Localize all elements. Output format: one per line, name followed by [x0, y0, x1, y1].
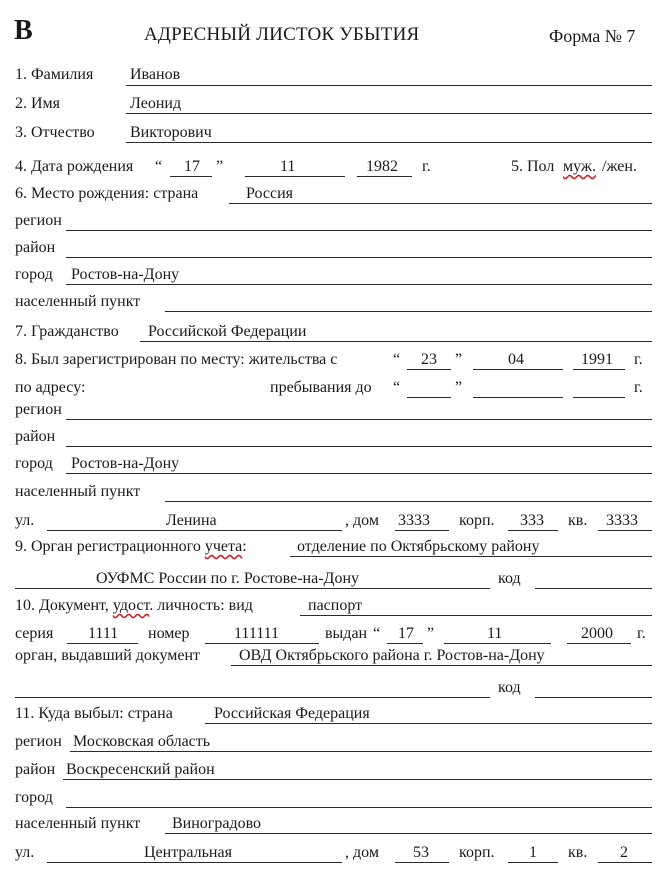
registration-quote-close: ”: [455, 351, 463, 368]
doc-number-label: номер: [148, 625, 190, 642]
dest-building-line: [508, 862, 558, 863]
dest-district-line: [63, 779, 652, 780]
dest-settlement-label: населенный пункт: [15, 815, 141, 832]
dest-street-line: [47, 862, 342, 863]
destination-label: 11. Куда выбыл: страна: [15, 705, 173, 722]
reg-apt-line: [598, 530, 652, 531]
birthplace-country-value[interactable]: Россия: [246, 185, 294, 202]
authority-code-label: код: [498, 570, 521, 587]
reg-apt-label: кв.: [568, 512, 588, 529]
birth-month-line: [245, 176, 345, 177]
dest-house-value[interactable]: 53: [413, 844, 429, 861]
reg-apt-value[interactable]: 3333: [606, 512, 638, 529]
birth-year-value[interactable]: 1982: [366, 158, 398, 175]
patronymic-value[interactable]: Викторович: [130, 124, 212, 141]
citizenship-label: 7. Гражданство: [15, 323, 119, 340]
authority-line-2: [15, 588, 490, 589]
dest-apt-label: кв.: [568, 844, 588, 861]
birth-date-quote-close: ”: [216, 158, 224, 175]
reg-from-day-line: [407, 369, 451, 370]
doc-issued-quote-open: “: [373, 625, 381, 642]
doc-series-line: [67, 643, 138, 644]
reg-district-line: [66, 446, 652, 447]
name-value[interactable]: Леонид: [130, 95, 182, 112]
reg-building-line: [508, 530, 558, 531]
document-label-start: 10. Документ,: [15, 597, 109, 614]
document-type-value[interactable]: паспорт: [308, 597, 363, 614]
reg-house-line: [395, 530, 449, 531]
reg-house-label: , дом: [345, 512, 379, 529]
doc-series-label: серия: [15, 625, 54, 642]
reg-stay-label: пребывания до: [270, 379, 372, 396]
reg-stay-year-suffix: г.: [634, 379, 643, 396]
reg-from-year-line: [573, 369, 625, 370]
doc-issuer-line-2: [15, 697, 490, 698]
dest-district-value[interactable]: Воскресенский район: [66, 761, 215, 778]
surname-label: 1. Фамилия: [15, 66, 94, 83]
reg-stay-month-line: [473, 397, 563, 398]
document-type-line: [300, 615, 652, 616]
birthplace-region-label: регион: [15, 212, 62, 229]
birthplace-city-line: [66, 284, 652, 285]
citizenship-value[interactable]: Российской Федерации: [148, 323, 307, 340]
doc-number-value[interactable]: 111111: [234, 625, 280, 642]
dest-building-value[interactable]: 1: [529, 844, 537, 861]
dest-house-line: [395, 862, 449, 863]
birth-date-quote-open: “: [155, 158, 163, 175]
reg-from-month-line: [473, 369, 563, 370]
birthplace-district-line: [66, 257, 652, 258]
document-label: [15, 597, 253, 615]
doc-issued-year-value[interactable]: 2000: [581, 625, 613, 642]
dest-street-label: ул.: [15, 844, 35, 861]
dest-street-value[interactable]: Центральная: [144, 844, 232, 861]
reg-stay-day-line: [407, 397, 451, 398]
doc-series-value[interactable]: 1111: [88, 625, 119, 642]
patronymic-line: [126, 142, 652, 143]
doc-issued-day-value[interactable]: 17: [398, 625, 414, 642]
reg-building-value[interactable]: 333: [520, 512, 544, 529]
birthplace-settlement-line: [165, 311, 652, 312]
reg-region-label: регион: [15, 401, 62, 418]
doc-issued-label: выдан: [325, 625, 368, 642]
birth-year-suffix: г.: [422, 158, 431, 175]
destination-country-value[interactable]: Российская Федерация: [214, 705, 370, 722]
doc-issued-year-line: [567, 643, 631, 644]
reg-settlement-line: [165, 501, 652, 502]
doc-issuer-value[interactable]: ОВД Октябрьского района г. Ростов-на-Дону: [239, 647, 545, 664]
reg-settlement-label: населенный пункт: [15, 483, 141, 500]
authority-label-end: :: [242, 538, 247, 555]
birth-date-label: 4. Дата рождения: [15, 158, 134, 175]
dest-region-label: регион: [15, 733, 62, 750]
reg-from-day-value[interactable]: 23: [421, 351, 437, 368]
dest-house-label: , дом: [345, 844, 379, 861]
reg-city-label: город: [15, 455, 53, 472]
reg-from-year-suffix: г.: [634, 351, 643, 368]
authority-code-line: [535, 588, 652, 589]
surname-line: [126, 85, 652, 86]
dest-apt-line: [598, 862, 652, 863]
birthplace-region-line: [66, 230, 652, 231]
reg-stay-quote-close: ”: [455, 379, 463, 396]
authority-value-2[interactable]: ОУФМС России по г. Ростове-на-Дону: [96, 570, 360, 587]
authority-line-1: [290, 556, 652, 557]
sex-value-male[interactable]: муж.: [563, 158, 596, 175]
dest-region-value[interactable]: Московская область: [73, 733, 211, 750]
reg-building-label: корп.: [459, 512, 495, 529]
reg-house-value[interactable]: 3333: [398, 512, 430, 529]
reg-from-month-value[interactable]: 04: [508, 351, 524, 368]
name-label: 2. Имя: [15, 95, 61, 112]
doc-issuer-line: [231, 665, 652, 666]
birth-day-line: [170, 176, 212, 177]
birth-year-line: [357, 176, 412, 177]
dest-building-label: корп.: [459, 844, 495, 861]
reg-stay-year-line: [573, 397, 625, 398]
authority-label-start: 9. Орган регистрационного: [15, 538, 201, 555]
doc-code-line: [535, 697, 652, 698]
birthplace-city-value[interactable]: Ростов-на-Дону: [71, 266, 180, 283]
reg-district-label: район: [15, 428, 56, 445]
doc-code-label: код: [498, 679, 521, 696]
reg-from-year-value[interactable]: 1991: [581, 351, 613, 368]
birthplace-country-line: [229, 203, 652, 204]
document-label-wavy: удост: [112, 597, 150, 614]
doc-issued-month-value[interactable]: 11: [487, 625, 503, 642]
dest-region-line: [70, 751, 652, 752]
destination-country-line: [205, 723, 652, 724]
doc-issuer-label: орган, выдавший документ: [15, 647, 201, 664]
dest-settlement-line: [165, 833, 652, 834]
sex-value-female[interactable]: /жен.: [602, 158, 637, 175]
reg-address-label: по адресу:: [15, 379, 86, 396]
dest-city-label: город: [15, 789, 53, 806]
dest-apt-value[interactable]: 2: [620, 844, 628, 861]
sex-label: 5. Пол: [511, 158, 555, 175]
authority-label-wavy: учета: [204, 538, 243, 555]
dest-settlement-value[interactable]: Виноградово: [172, 815, 262, 832]
registration-quote-open: “: [393, 351, 401, 368]
dest-city-line: [66, 807, 652, 808]
birthplace-district-label: район: [15, 239, 56, 256]
reg-city-line: [66, 473, 652, 474]
name-line: [126, 113, 652, 114]
reg-stay-quote-open: “: [393, 379, 401, 396]
form-title: АДРЕСНЫЙ ЛИСТОК УБЫТИЯ: [144, 24, 420, 45]
surname-value[interactable]: Иванов: [130, 66, 181, 83]
reg-street-line: [47, 530, 342, 531]
citizenship-line: [140, 341, 652, 342]
authority-label: [15, 538, 247, 556]
doc-issued-quote-close: ”: [427, 625, 435, 642]
authority-value-1[interactable]: отделение по Октябрьскому району: [297, 538, 540, 555]
patronymic-label: 3. Отчество: [15, 124, 95, 141]
reg-city-value[interactable]: Ростов-на-Дону: [71, 455, 180, 472]
birthplace-country-label: 6. Место рождения: страна: [15, 185, 199, 202]
form-series-letter: В: [14, 15, 33, 46]
reg-region-line: [66, 419, 652, 420]
registration-label: 8. Был зарегистрирован по месту: жительства с: [15, 351, 338, 368]
doc-issued-year-suffix: г.: [637, 625, 646, 642]
birthplace-settlement-label: населенный пункт: [15, 293, 141, 310]
doc-issued-month-line: [444, 643, 551, 644]
doc-issued-day-line: [387, 643, 423, 644]
reg-street-label: ул.: [15, 512, 35, 529]
form-number: Форма № 7: [549, 26, 636, 46]
document-label-end: . личность: вид: [149, 597, 253, 614]
doc-number-line: [205, 643, 319, 644]
reg-street-value[interactable]: Ленина: [166, 512, 217, 529]
birthplace-city-label: город: [15, 266, 53, 283]
birth-month-value[interactable]: 11: [280, 158, 296, 175]
dest-district-label: район: [15, 761, 56, 778]
birth-day-value[interactable]: 17: [184, 158, 200, 175]
